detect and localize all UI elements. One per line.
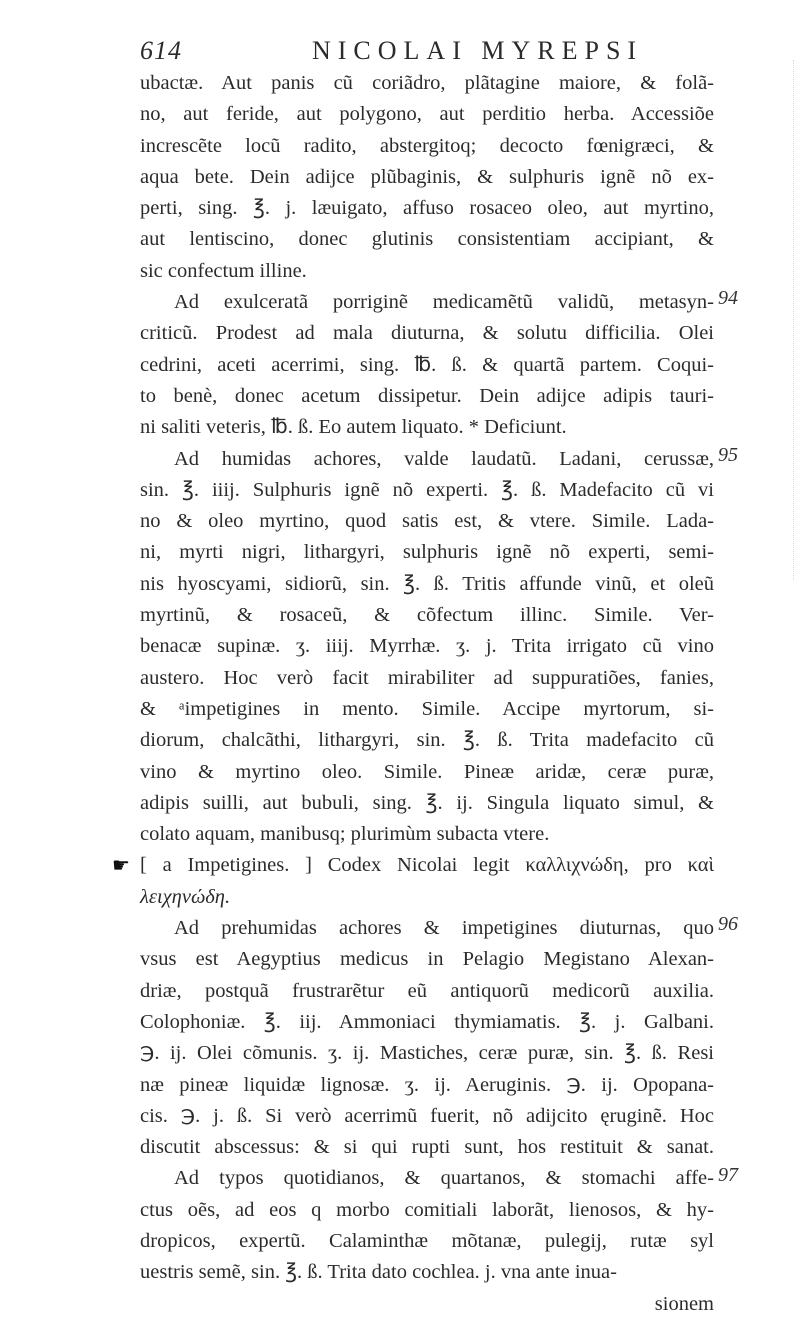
pointing-hand-icon: ☛ [112, 853, 130, 878]
margin-section-number: 95 [718, 443, 738, 466]
text-line: benacæ supinæ. ʒ. iiij. Myrrhæ. ʒ. j. Trita irrigato cũ vino [140, 635, 714, 658]
text-line: austero. Hoc verò facit mirabiliter ad suppuratiões, fanies, [140, 666, 714, 689]
text-line: ni, myrti nigri, lithargyri, sulphuris ignẽ nõ experti, semi- [140, 541, 714, 564]
text-line: criticũ. Prodest ad mala diuturna, & solutu difficilia. Olei [140, 322, 714, 345]
body-text [112, 68, 738, 1320]
text-line: Colophoniæ. ℥. iij. Ammoniaci thymiamatis. ℥. j. Galbani. [140, 1010, 714, 1033]
page-number: 614 [140, 36, 182, 65]
text-line: & ᵃimpetigines in mento. Simile. Accipe myrtorum, si- [140, 697, 714, 720]
text-line: myrtinũ, & rosaceũ, & cõfectum illinc. Simile. Ver- [140, 604, 714, 627]
text-line: Ad prehumidas achores & impetigines diuturnas, quo [174, 917, 714, 940]
text-line: diorum, chalcãthi, lithargyri, sin. ℥. ß. Trita madefacito cũ [140, 729, 714, 752]
text-line: cis. ℈. j. ß. Si verò acerrimũ fuerit, nõ adijcito ęruginẽ. Hoc [140, 1104, 714, 1127]
text-line: ℈. ij. Olei cõmunis. ʒ. ij. Mastiches, ceræ puræ, sin. ℥. ß. Resi [140, 1042, 714, 1065]
text-line: ctus oẽs, ad eos q morbo comitiali laborãt, lienosos, & hy- [140, 1198, 714, 1221]
text-line: sic confectum illine. [140, 259, 307, 282]
text-line: sin. ℥. iiij. Sulphuris ignẽ nõ experti. ℥. ß. Madefacito cũ vi [140, 478, 714, 501]
text-line: no, aut feride, aut polygono, aut perditio herba. Accessiõe [140, 103, 714, 126]
page-edge-shadow [787, 60, 794, 580]
text-line: aut lentiscino, donec glutinis consistentiam accipiant, & [140, 228, 714, 251]
text-line: λειχηνώδη. [140, 885, 231, 908]
text-line: perti, sing. ℥. j. læuigato, affuso rosaceo oleo, aut myrtino, [140, 197, 714, 220]
running-title: NICOLAI MYREPSI [312, 36, 644, 65]
margin-section-number: 97 [718, 1163, 738, 1186]
text-line: ubactæ. Aut panis cũ coriãdro, plãtagine maiore, & folã- [140, 72, 714, 94]
text-line: sionem [654, 1292, 714, 1315]
margin-section-number: 96 [718, 913, 738, 936]
text-line: cedrini, aceti acerrimi, sing. ℔. ß. & quartã partem. Coqui- [140, 353, 714, 376]
text-line: colato aquam, manibusq; plurimùm subacta vtere. [140, 823, 550, 846]
text-line: vsus est Aegyptius medicus in Pelagio Megistano Alexan- [140, 948, 714, 971]
text-line: vino & myrtino oleo. Simile. Pineæ aridæ, ceræ puræ, [140, 760, 714, 783]
text-line: driæ, postquã frustrarẽtur eũ antiquorũ medicorũ auxilia. [140, 979, 714, 1002]
text-line: Ad exulceratã porriginẽ medicamẽtũ validũ, metasyn- [174, 291, 714, 314]
text-line: discutit abscessus: & si qui rupti sunt, hos restituit & sanat. [140, 1136, 714, 1159]
text-line: nis hyoscyami, sidiorũ, sin. ℥. ß. Tritis affunde vinũ, et oleũ [140, 572, 714, 595]
text-line: increscẽte locũ radito, abstergitoq; decocto fœnigræci, & [140, 134, 714, 157]
text-line: næ pineæ liquidæ lignosæ. ʒ. ij. Aeruginis. ℈. ij. Opopana- [140, 1073, 714, 1096]
text-line: adipis suilli, aut bubuli, sing. ℥. ij. Singula liquato simul, & [140, 791, 714, 814]
text-line: Ad humidas achores, valde laudatũ. Ladani, cerussæ, [174, 447, 714, 470]
text-line: uestris semẽ, sin. ℥. ß. Trita dato cochlea. j. vna ante inua- [140, 1261, 617, 1284]
page-header [140, 36, 700, 70]
text-line: [ a Impetigines. ] Codex Nicolai legit καλλιχνώδη, pro καὶ ☛ [140, 850, 714, 881]
text-line: ni saliti veteris, ℔. ß. Eo autem liquato. * Deficiunt. [140, 416, 567, 439]
text-line: Ad typos quotidianos, & quartanos, & stomachi affe- [174, 1167, 714, 1190]
text-line: dropicos, expertũ. Calaminthæ mõtanæ, pulegij, rutæ syl [140, 1229, 714, 1252]
text-line: aqua bete. Dein adijce plũbaginis, & sulphuris ignẽ nõ ex- [140, 165, 714, 188]
text-line: to benè, donec acetum dissipetur. Dein adijce adipis tauri- [140, 384, 714, 407]
text-line: no & oleo myrtino, quod satis est, & vtere. Simile. Lada- [140, 510, 714, 533]
margin-section-number: 94 [718, 287, 738, 310]
